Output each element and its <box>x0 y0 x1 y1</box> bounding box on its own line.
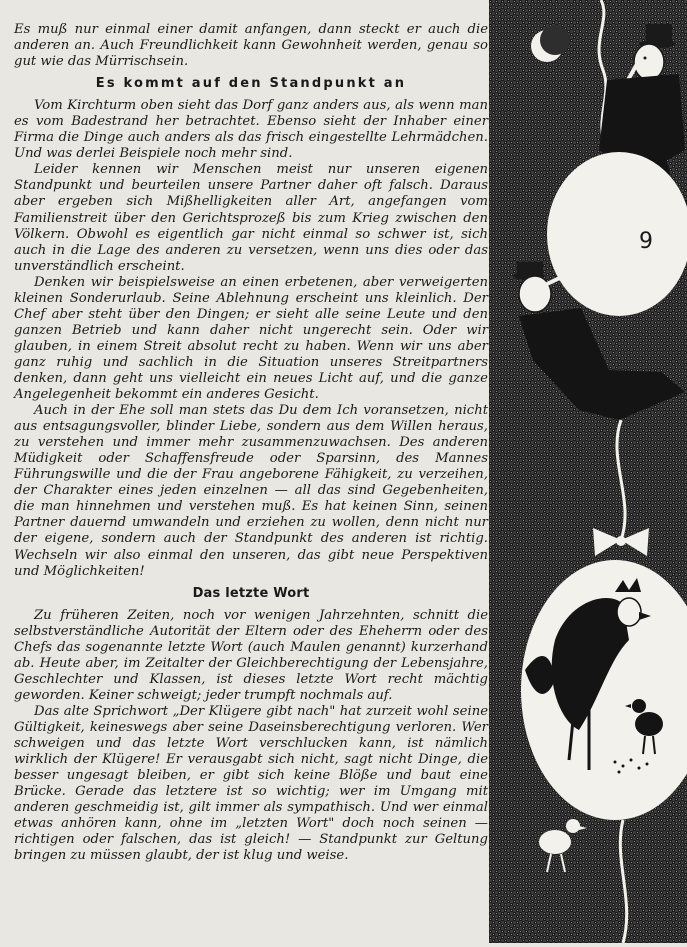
section-heading-standpunkt: Es kommt auf den Standpunkt an <box>95 76 407 92</box>
paragraph: Zu früheren Zeiten, noch vor wenigen Jahrzehnten, schnitt die selbstverständliche Autorität der Eltern oder des Eheherrn oder des Chefs das sogenannte letzte Wort (auch Maulen genannt) kurzerhand ab. Heute aber, im Zeitalter der Gleichberechtigung der Lebensjahre, Geschlechter und Klassen, ist dieses letzte Wort recht mächtig geworden. Keiner schweigt; jeder trumpft nochmals auf. <box>14 607 488 703</box>
intro-paragraph: Es muß nur einmal einer damit anfangen, dann steckt er auch die anderen an. Auch Freundlichkeit kann Gewohnheit werden, genau so gut wie das Mürrischsein. <box>14 22 488 70</box>
paragraph: Das alte Sprichwort „Der Klügere gibt nach" hat zurzeit wohl seine Gültigkeit, keineswegs aber seine Daseinsberechtigung verloren. Wer schweigen und das letzte Wort verschlucken kann, ist nämlich wirklich der Klügere! Er verausgabt sich nicht, sagt nicht Dinge, die besser ungesagt bleiben, er gibt sich keine Blöße und baut eine Brücke. Gerade das letztere ist so wichtig; wer im Umgang mit anderen geschmeidig ist, gilt immer als sympathisch. Und wer einmal etwas anhören kann, ohne im „letzten Wort" doch noch seinen — richtigen oder falschen, das ist gleich! — Standpunkt zur Geltung bringen zu müssen glaubt, der ist klug und weise. <box>14 703 488 864</box>
paragraph: Vom Kirchturm oben sieht das Dorf ganz anders aus, als wenn man es vom Badestrand her betrachtet. Ebenso sieht der Inhaber einer Firma die Dinge auch anders als das frisch eingestellte Lehrmädchen. Und was derlei Beispiele noch mehr sind. <box>14 98 488 162</box>
paragraph: Denken wir beispielsweise an einen erbetenen, aber verweigerten kleinen Sonderurlaub. Seine Ablehnung erscheint uns kleinlich. Der Chef aber steht über den Dingen; er sieht alle seine Leute und den ganzen Betrieb und kann daher nicht ungerecht sein. Oder wir glauben, in einem Streit absolut recht zu haben. Wenn wir uns aber ganz ruhig und sachlich in die Situation unseres Streitpartners denken, dann geht uns vielleicht ein neues Licht auf, und die ganze Angelegenheit bekommt ein anderes Gesicht. <box>14 274 488 403</box>
illustration-svg <box>489 0 687 943</box>
clock-oval <box>547 152 687 316</box>
clock-numeral: 9 <box>639 229 653 254</box>
decorative-illustration-panel <box>489 0 687 943</box>
article-text-column <box>14 22 488 864</box>
section-heading-letzte-wort: Das letzte Wort <box>192 585 310 601</box>
paragraph: Leider kennen wir Menschen meist nur unseren eigenen Standpunkt und beurteilen unsere Partner daher oft falsch. Daraus aber ergeben sich Mißhelligkeiten aller Art, angefangen vom Familienstreit über den Gerichtsprozeß bis zum Krieg zwischen den Völkern. Obwohl es eigentlich gar nicht einmal so schwer ist, sich auch in die Lage des anderen zu versetzen, wenn uns dies oder das unverständlich erscheint. <box>14 162 488 274</box>
paragraph: Auch in der Ehe soll man stets das Du dem Ich voransetzen, nicht aus entsagungsvoller, blinder Liebe, sondern aus dem Willen heraus, zu verstehen und immer mehr zusammenzuwachsen. Des anderen Müdigkeit oder Schaffensfreude oder Sparsinn, des Mannes Führungswille und die der Frau angeborene Fähigkeit, zu verzeihen, der Charakter eines jeden einzelnen — all das sind Gegebenheiten, die man hinnehmen und verstehen muß. Es hat keinen Sinn, seinen Partner dauernd umwandeln und erziehen zu wollen, denn nicht nur der eigene, sondern auch der Standpunkt des anderen ist richtig. Wechseln wir also einmal den unseren, das gibt neue Perspektiven und Möglichkeiten! <box>14 403 488 579</box>
